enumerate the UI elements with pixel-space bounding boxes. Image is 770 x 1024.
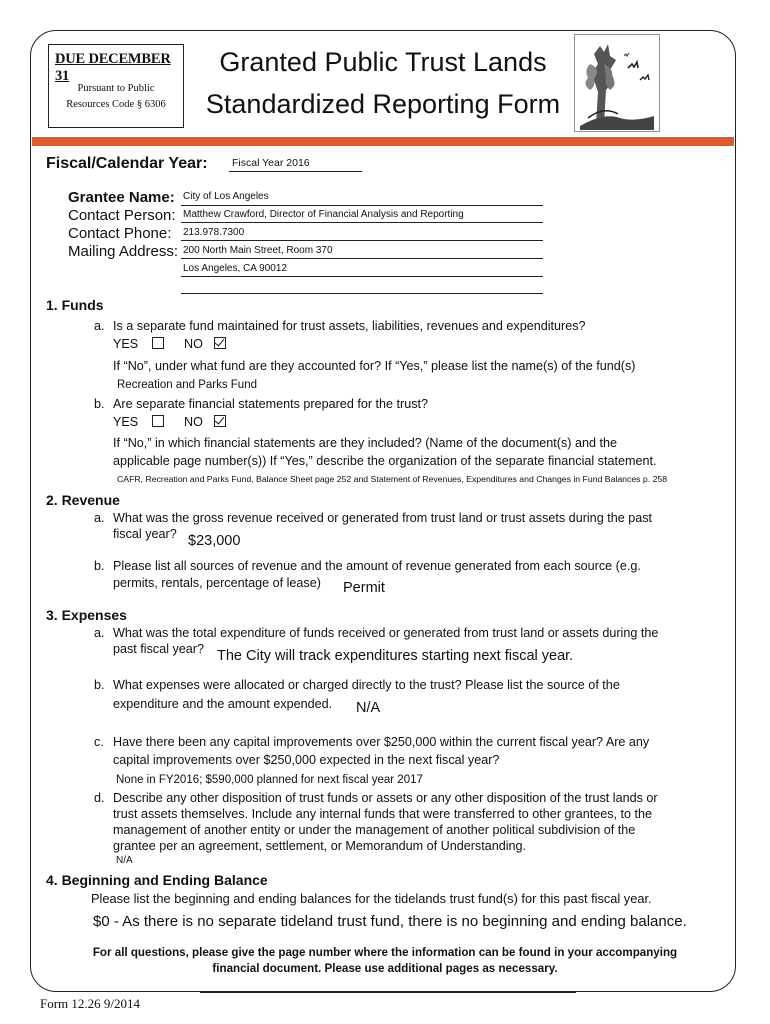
funds-a-yes-label: YES (113, 337, 139, 351)
funds-b-question: Are separate financial statements prepared for the trust? (113, 397, 429, 411)
expenses-a-marker: a. (94, 626, 105, 640)
footer-note-line-2: financial document. Please use additional pages as necessary. (212, 962, 558, 975)
contact-phone-value[interactable]: 213.978.7300 (183, 227, 245, 238)
mailing-address-label: Mailing Address: (68, 243, 179, 260)
funds-b-no-checkbox[interactable] (214, 415, 226, 427)
balance-answer[interactable]: $0 - As there is no separate tideland trust fund, there is no beginning and ending balance. (93, 913, 687, 930)
funds-a-followup: If “No”, under what fund are they accounted for? If “Yes,” please list the name(s) of the fund(s) (113, 359, 636, 373)
funds-b-yes-checkbox[interactable] (152, 415, 164, 427)
funds-b-marker: b. (94, 397, 105, 411)
form-number: Form 12.26 9/2014 (40, 996, 141, 1011)
grantee-name-label: Grantee Name: (68, 189, 175, 206)
contact-phone-label: Contact Phone: (68, 225, 172, 242)
expenses-a-answer[interactable]: The City will track expenditures starting next fiscal year. (217, 648, 574, 664)
expenses-a-question-line-1: What was the total expenditure of funds received or generated from trust land or assets during the (113, 626, 659, 640)
mailing-address-underline-2 (181, 276, 543, 277)
due-date-title: DUE DECEMBER 31 (55, 51, 171, 84)
expenses-d-question-line-3: management of another entity or under the management of another political subdivision of the (113, 823, 636, 837)
revenue-a-question-line-1: What was the gross revenue received or generated from trust land or trust assets during the past (113, 511, 653, 525)
header-accent-bar (32, 137, 734, 146)
grantee-name-value[interactable]: City of Los Angeles (183, 191, 269, 202)
funds-b-followup-line-2: applicable page number(s)) If “Yes,” describe the organization of the separate financial statement. (113, 454, 657, 468)
funds-b-yes-option[interactable] (113, 414, 164, 431)
due-statute-line-2: Resources Code § 6306 (66, 99, 166, 110)
funds-a-question: Is a separate fund maintained for trust assets, liabilities, revenues and expenditures? (113, 319, 586, 333)
fiscal-year-underline (229, 171, 362, 172)
expenses-a-question-line-2: past fiscal year? (113, 642, 204, 656)
revenue-a-question-line-2: fiscal year? (113, 527, 177, 541)
grantee-name-underline (181, 205, 543, 206)
section-expenses-heading: 3. Expenses (46, 607, 127, 623)
expenses-d-question-line-2: trust assets themselves. Include any internal funds that were transferred to other grantees, to the (113, 807, 653, 821)
funds-b-followup-line-1: If “No,” in which financial statements are they included? (Name of the document(s) and the (113, 436, 618, 450)
expenses-b-question-line-2: expenditure and the amount expended. (113, 697, 333, 711)
revenue-b-question-line-2: permits, rentals, percentage of lease) (113, 576, 321, 590)
funds-b-no-label: NO (184, 415, 203, 429)
revenue-b-marker: b. (94, 559, 105, 573)
section-revenue-heading: 2. Revenue (46, 492, 120, 508)
revenue-b-question-line-1: Please list all sources of revenue and the amount of revenue generated from each source (e.g. (113, 559, 641, 573)
funds-a-no-label: NO (184, 337, 203, 351)
expenses-d-answer[interactable]: N/A (116, 855, 133, 866)
tree-and-birds-logo-icon (574, 34, 660, 132)
funds-b-no-option[interactable] (184, 414, 226, 431)
fiscal-year-label: Fiscal/Calendar Year: (46, 155, 208, 172)
expenses-b-question-line-1: What expenses were allocated or charged directly to the trust? Please list the source of the (113, 678, 620, 692)
signature-line (200, 992, 576, 993)
funds-a-yes-option[interactable] (113, 336, 164, 353)
expenses-c-question-line-1: Have there been any capital improvements over $250,000 within the current fiscal year? Are any (113, 735, 650, 749)
expenses-d-marker: d. (94, 791, 105, 805)
contact-phone-underline (181, 240, 543, 241)
funds-a-answer[interactable]: Recreation and Parks Fund (117, 379, 257, 391)
due-statute-line-1: Pursuant to Public (77, 83, 155, 94)
mailing-address-underline-1 (181, 258, 543, 259)
mailing-address-underline-3 (181, 293, 543, 294)
mailing-address-line-2[interactable]: Los Angeles, CA 90012 (183, 263, 287, 274)
form-title-line-1: Granted Public Trust Lands (219, 47, 547, 77)
section-funds-heading: 1. Funds (46, 297, 104, 313)
funds-a-no-checkbox[interactable] (214, 337, 226, 349)
funds-b-answer[interactable]: CAFR, Recreation and Parks Fund, Balance Sheet page 252 and Statement of Revenues, Expenditures and Changes in Fund Balances p. 258 (117, 474, 668, 484)
fiscal-year-value[interactable]: Fiscal Year 2016 (232, 157, 310, 169)
revenue-a-answer[interactable]: $23,000 (188, 533, 241, 549)
funds-a-yes-checkbox[interactable] (152, 337, 164, 349)
expenses-d-question-line-1: Describe any other disposition of trust funds or assets or any other disposition of the trust lands or (113, 791, 658, 805)
contact-person-value[interactable]: Matthew Crawford, Director of Financial Analysis and Reporting (183, 209, 464, 220)
revenue-b-answer[interactable]: Permit (343, 580, 385, 596)
funds-a-no-option[interactable] (184, 336, 226, 353)
expenses-c-answer[interactable]: None in FY2016; $590,000 planned for next fiscal year 2017 (116, 774, 423, 786)
expenses-d-question-line-4: grantee per an agreement, settlement, or Memorandum of Understanding. (113, 839, 527, 853)
mailing-address-line-1[interactable]: 200 North Main Street, Room 370 (183, 245, 333, 256)
contact-person-underline (181, 222, 543, 223)
funds-b-yes-label: YES (113, 415, 139, 429)
expenses-b-answer[interactable]: N/A (356, 700, 381, 716)
section-balance-heading: 4. Beginning and Ending Balance (46, 872, 268, 888)
footer-note-line-1: For all questions, please give the page number where the information can be found in your accompanying (92, 946, 678, 959)
revenue-a-marker: a. (94, 511, 105, 525)
balance-question: Please list the beginning and ending balances for the tidelands trust fund(s) for this past fiscal year. (91, 891, 652, 906)
form-title-line-2: Standardized Reporting Form (205, 89, 561, 119)
expenses-b-marker: b. (94, 678, 105, 692)
funds-a-marker: a. (94, 319, 105, 333)
expenses-c-question-line-2: capital improvements over $250,000 expected in the next fiscal year? (113, 753, 500, 767)
contact-person-label: Contact Person: (68, 207, 176, 224)
expenses-c-marker: c. (94, 735, 104, 749)
